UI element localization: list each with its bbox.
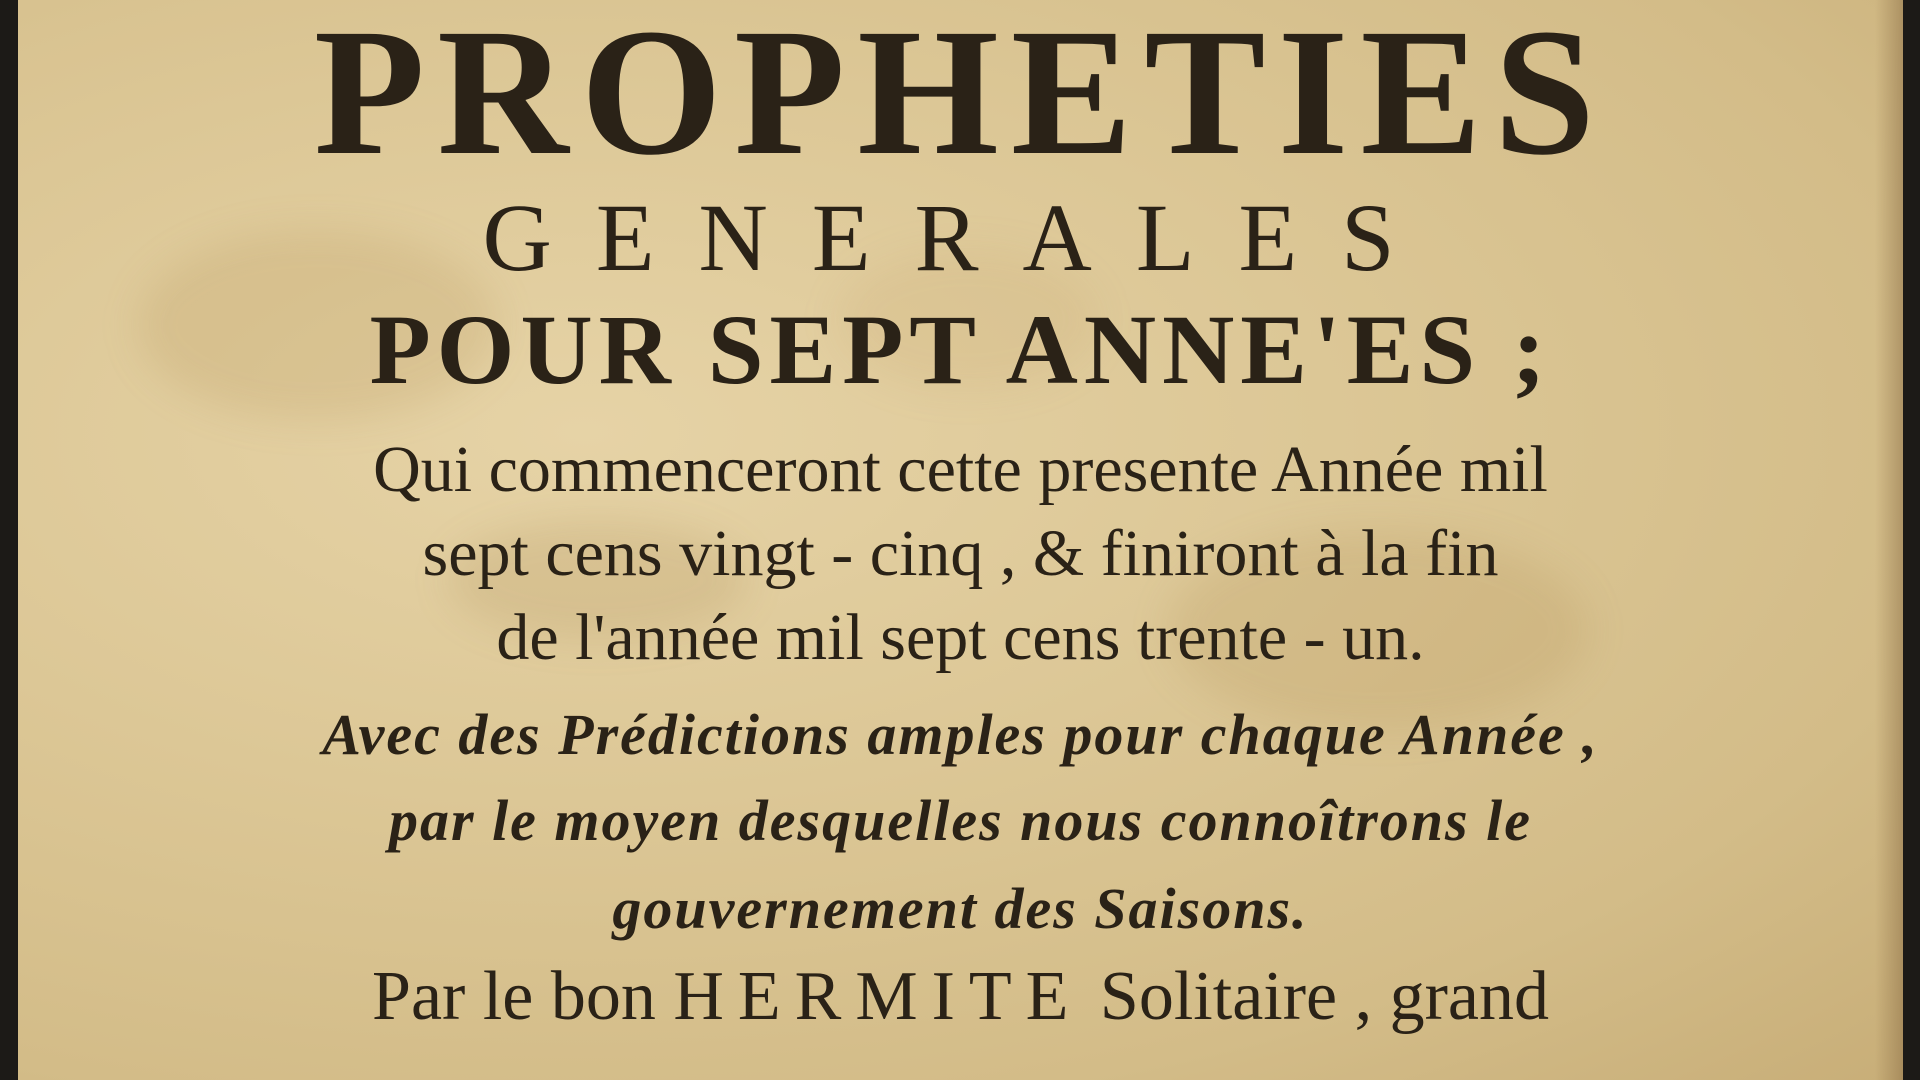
title-line-2: GENERALES [482,184,1439,291]
author-name: HERMITE [673,958,1083,1035]
body-line-1: Qui commenceront cette presente Année mil [373,433,1548,506]
author-suffix: Solitaire , grand [1099,958,1549,1035]
title-line-3: POUR SEPT ANNE'ES ; [369,294,1552,405]
title-line-1: PROPHETIES [313,0,1608,193]
italic-line-3: gouvernement des Saisons. [612,876,1309,941]
author-line [18,958,1903,1035]
document-page [18,0,1903,1080]
author-prefix: Par le bon [372,958,656,1035]
italic-line-1: Avec des Prédictions amples pour chaque Année , [322,702,1599,767]
italic-line-2: par le moyen desquelles nous connoîtrons le [389,788,1532,853]
title-page-text [18,0,1903,1080]
body-line-2: sept cens vingt - cinq , & finiront à la fin [422,517,1499,590]
body-line-3: de l'année mil sept cens trente - un. [496,601,1425,674]
